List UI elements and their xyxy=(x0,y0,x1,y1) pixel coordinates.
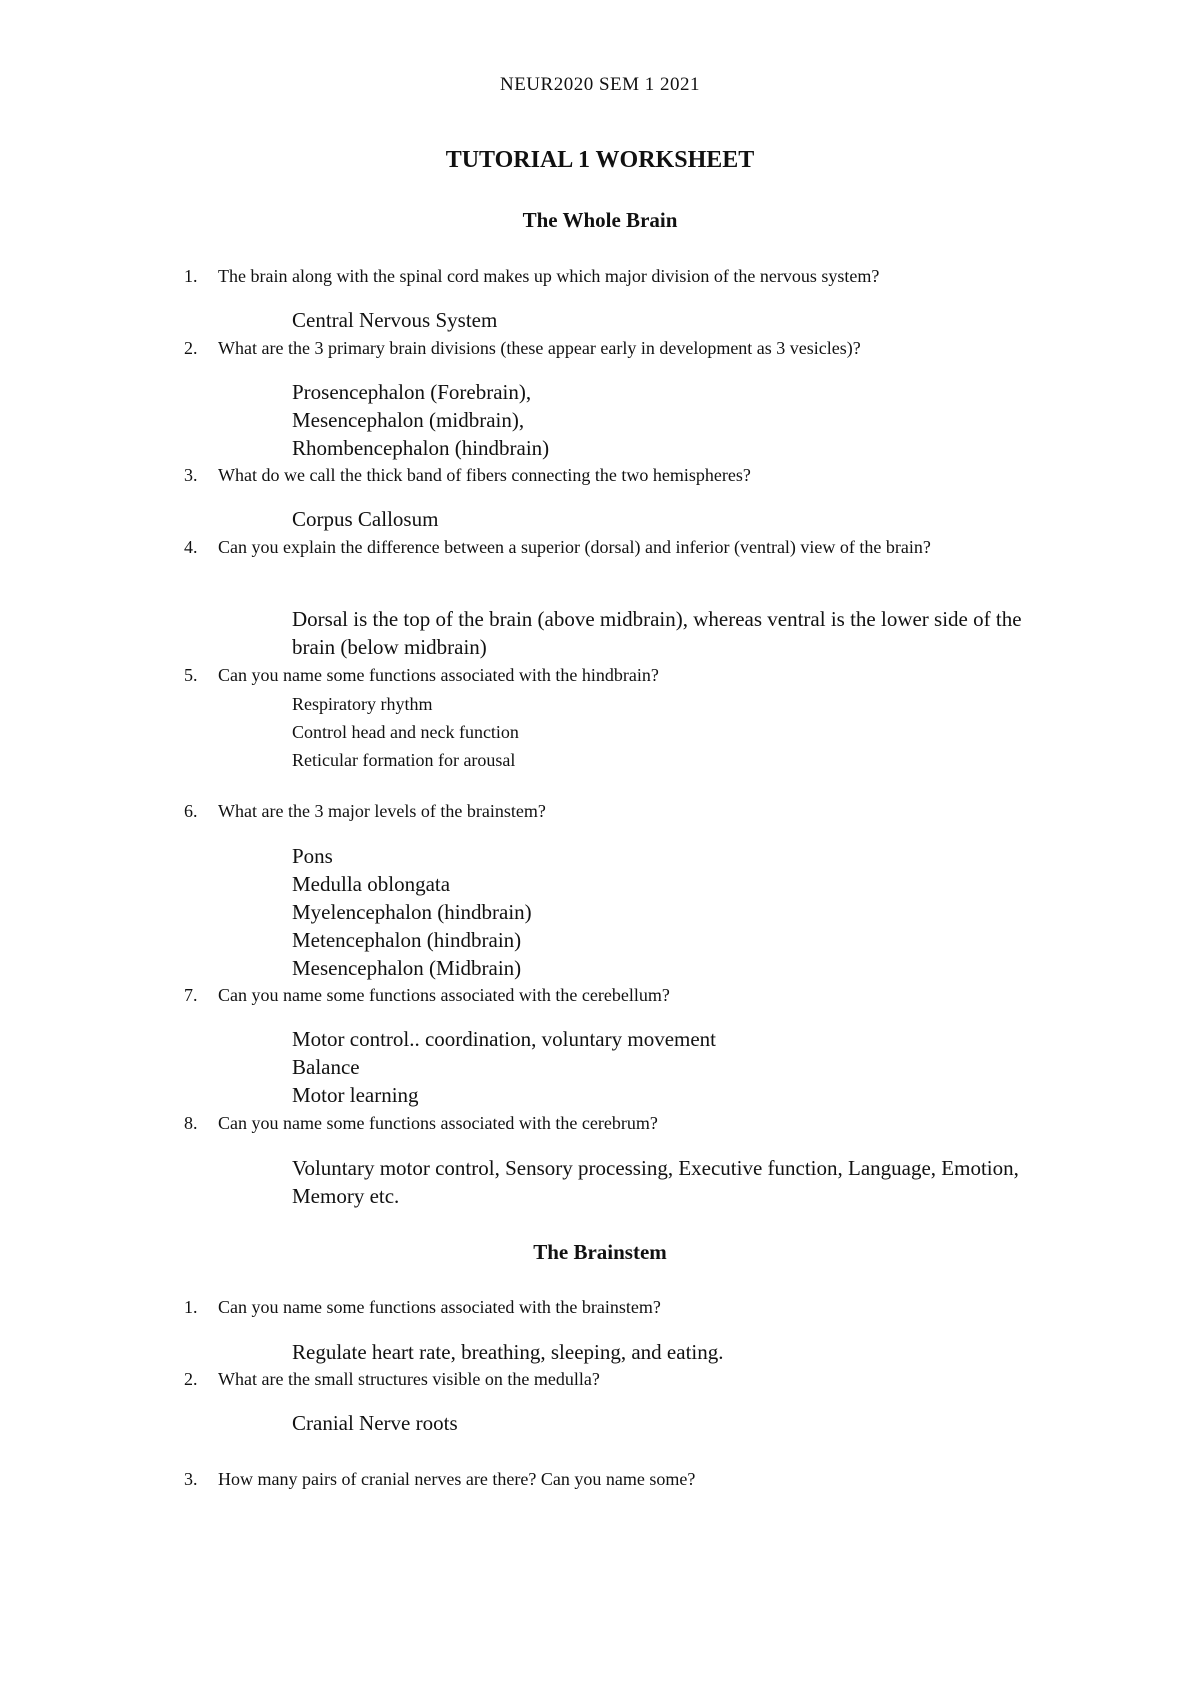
answer-3 xyxy=(292,505,1072,533)
question-text: Can you name some functions associated with the cerebellum? xyxy=(218,985,670,1005)
question-3 xyxy=(184,462,1064,489)
course-header: NEUR2020 SEM 1 2021 xyxy=(499,74,701,95)
answer-line: Motor control.. coordination, voluntary movement xyxy=(292,1027,716,1051)
answer-4 xyxy=(292,605,1052,661)
question-1 xyxy=(184,263,1064,290)
answer-line: Regulate heart rate, breathing, sleeping, and eating. xyxy=(292,1340,724,1364)
question-text: What are the 3 primary brain divisions (these appear early in development as 3 vesicles)? xyxy=(218,338,861,358)
answer-2 xyxy=(292,378,1072,462)
question-4 xyxy=(184,534,1064,561)
brainstem-question-1 xyxy=(184,1294,1064,1321)
question-7 xyxy=(184,982,1064,1009)
question-8 xyxy=(184,1110,1064,1137)
question-text: Can you name some functions associated with the hindbrain? xyxy=(218,665,659,685)
question-text: Can you name some functions associated with the brainstem? xyxy=(218,1297,661,1317)
question-number: 2. xyxy=(184,1369,198,1389)
question-text: The brain along with the spinal cord makes up which major division of the nervous system? xyxy=(218,266,880,286)
answer-line: Respiratory rhythm xyxy=(292,694,433,714)
question-number: 1. xyxy=(184,266,198,286)
question-5 xyxy=(184,662,1064,689)
question-text: What are the 3 major levels of the brainstem? xyxy=(218,801,546,821)
answer-line: Voluntary motor control, Sensory processing, Executive function, Language, Emotion, Memory etc. xyxy=(292,1156,1019,1208)
answer-line: Dorsal is the top of the brain (above midbrain), whereas ventral is the lower side of the brain (below midbrain) xyxy=(292,607,1022,659)
answer-line: Rhombencephalon (hindbrain) xyxy=(292,436,550,460)
question-text: What do we call the thick band of fibers connecting the two hemispheres? xyxy=(218,465,751,485)
question-number: 3. xyxy=(184,465,198,485)
answer-line: Reticular formation for arousal xyxy=(292,750,516,770)
brainstem-question-3 xyxy=(184,1466,1064,1493)
question-text: How many pairs of cranial nerves are there? Can you name some? xyxy=(218,1469,696,1489)
answer-line: Metencephalon (hindbrain) xyxy=(292,928,522,952)
answer-line: Corpus Callosum xyxy=(292,507,439,531)
question-number: 7. xyxy=(184,985,198,1005)
answer-line: Central Nervous System xyxy=(292,308,498,332)
question-number: 8. xyxy=(184,1113,198,1133)
question-number: 5. xyxy=(184,665,198,685)
answer-8 xyxy=(292,1154,1062,1210)
answer-line: Control head and neck function xyxy=(292,722,519,742)
answer-5 xyxy=(292,690,1072,774)
brainstem-answer-1 xyxy=(292,1338,1072,1366)
brainstem-question-2 xyxy=(184,1366,1064,1393)
section-title-brainstem: The Brainstem xyxy=(533,1240,667,1264)
question-2 xyxy=(184,335,1064,362)
answer-line: Pons xyxy=(292,844,333,868)
answer-line: Myelencephalon (hindbrain) xyxy=(292,900,532,924)
question-text: What are the small structures visible on the medulla? xyxy=(218,1369,600,1389)
question-number: 3. xyxy=(184,1469,198,1489)
answer-line: Medulla oblongata xyxy=(292,872,451,896)
answer-7 xyxy=(292,1025,1072,1109)
answer-line: Mesencephalon (midbrain), xyxy=(292,408,525,432)
worksheet-title: TUTORIAL 1 WORKSHEET xyxy=(445,147,755,173)
question-number: 4. xyxy=(184,537,198,557)
brainstem-answer-2 xyxy=(292,1409,1072,1437)
answer-6 xyxy=(292,842,1072,982)
question-text: Can you name some functions associated with the cerebrum? xyxy=(218,1113,658,1133)
answer-1 xyxy=(292,306,1072,334)
answer-line: Cranial Nerve roots xyxy=(292,1411,458,1435)
answer-line: Motor learning xyxy=(292,1083,419,1107)
answer-line: Balance xyxy=(292,1055,360,1079)
answer-line: Mesencephalon (Midbrain) xyxy=(292,956,522,980)
question-6 xyxy=(184,798,1064,825)
question-text: Can you explain the difference between a superior (dorsal) and inferior (ventral) view of the brain? xyxy=(218,537,931,557)
section-title-whole-brain: The Whole Brain xyxy=(522,208,678,232)
question-number: 2. xyxy=(184,338,198,358)
question-number: 6. xyxy=(184,801,198,821)
question-number: 1. xyxy=(184,1297,198,1317)
answer-line: Prosencephalon (Forebrain), xyxy=(292,380,532,404)
